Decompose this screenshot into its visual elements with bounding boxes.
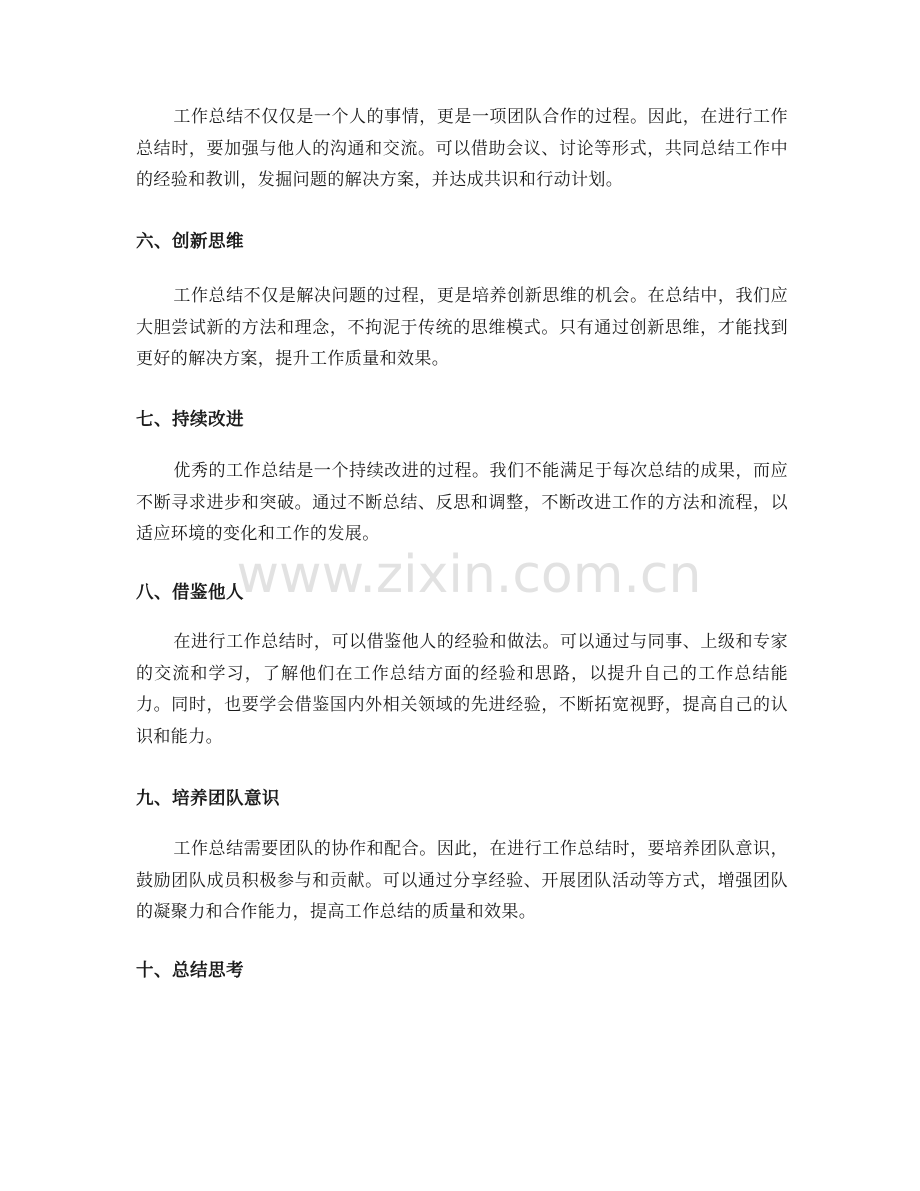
watermark-text: www.zixin.com.cn [236, 545, 702, 605]
heading-summary-reflection: 十、总结思考 [136, 961, 244, 981]
heading-team-awareness: 九、培养团队意识 [136, 789, 280, 809]
heading-continuous-improvement: 七、持续改进 [136, 410, 244, 430]
paragraph-teamwork: 工作总结不仅仅是一个人的事情，更是一项团队合作的过程。因此，在进行工作总结时，要加强与他人的沟通和交流。可以借助会议、讨论等形式，共同总结工作中的经验和教训，发掘问题的解决方案，并达成共识和行动计划。 [136, 107, 788, 190]
paragraph-learn-from-others: 在进行工作总结时，可以借鉴他人的经验和做法。可以通过与同事、上级和专家的交流和学习，了解他们在工作总结方面的经验和思路，以提升自己的工作总结能力。同时，也要学会借鉴国内外相关领域的先进经验，不断拓宽视野，提高自己的认识和能力。 [136, 632, 788, 747]
heading-learn-from-others: 八、借鉴他人 [136, 583, 244, 603]
paragraph-team-awareness: 工作总结需要团队的协作和配合。因此，在进行工作总结时，要培养团队意识，鼓励团队成员积极参与和贡献。可以通过分享经验、开展团队活动等方式，增强团队的凝聚力和合作能力，提高工作总结的质量和效果。 [136, 839, 788, 922]
paragraph-continuous-improvement: 优秀的工作总结是一个持续改进的过程。我们不能满足于每次总结的成果，而应不断寻求进步和突破。通过不断总结、反思和调整，不断改进工作的方法和流程，以适应环境的变化和工作的发展。 [136, 461, 788, 544]
heading-innovative-thinking: 六、创新思维 [136, 232, 244, 252]
paragraph-innovative-thinking: 工作总结不仅是解决问题的过程，更是培养创新思维的机会。在总结中，我们应大胆尝试新的方法和理念，不拘泥于传统的思维模式。只有通过创新思维，才能找到更好的解决方案，提升工作质量和效果。 [136, 286, 788, 369]
